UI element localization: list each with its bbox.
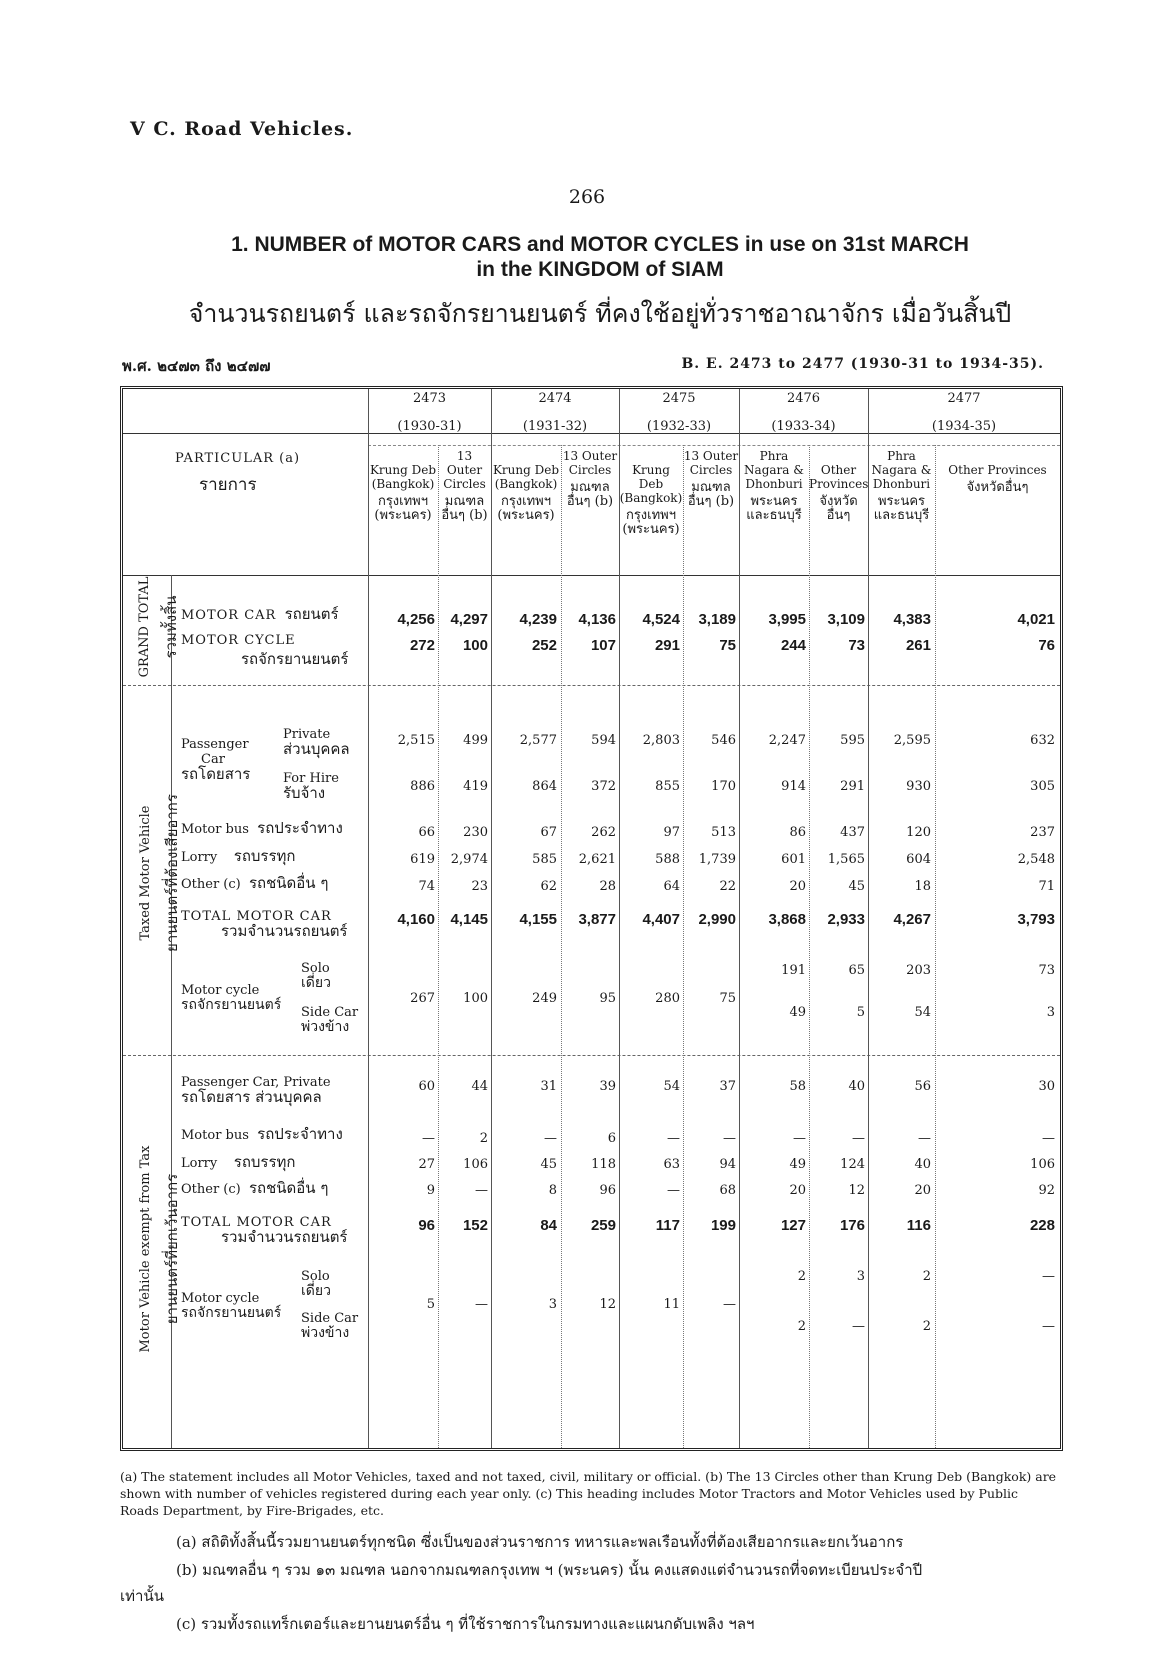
table-cell: 199 bbox=[710, 1217, 736, 1234]
table-cell: 118 bbox=[591, 1157, 616, 1172]
col-divider bbox=[809, 445, 810, 1448]
table-cell: 62 bbox=[540, 879, 557, 894]
side-label-grand-total-thai: รวมทั้งสิ้น bbox=[162, 595, 180, 659]
row-label-other: Other (c) รถชนิดอื่น ๆ bbox=[181, 874, 329, 892]
column-header: Krung Deb (Bangkok) กรุงเทพฯ (พระนคร) bbox=[619, 463, 683, 537]
table-cell: 2,595 bbox=[893, 733, 931, 748]
table-cell: 64 bbox=[663, 879, 680, 894]
table-cell: 66 bbox=[418, 825, 435, 840]
table-cell: 601 bbox=[781, 852, 806, 867]
row-label-for-hire: For Hire รับจ้าง bbox=[283, 771, 339, 802]
row-label-side-car-exempt: Side Car พ่วงข้าง bbox=[301, 1311, 359, 1341]
table-cell: 73 bbox=[1038, 963, 1055, 978]
table-cell: 3 bbox=[548, 1297, 557, 1312]
table-cell: 291 bbox=[654, 637, 680, 654]
table-cell: 203 bbox=[906, 963, 931, 978]
table-cell: 4,407 bbox=[642, 911, 680, 928]
header-bottom-line bbox=[123, 575, 1060, 576]
table-cell: 280 bbox=[655, 991, 680, 1006]
table-cell: 76 bbox=[1038, 637, 1055, 654]
table-cell: 106 bbox=[463, 1157, 488, 1172]
table-cell: 11 bbox=[663, 1297, 680, 1312]
table-cell: 588 bbox=[655, 852, 680, 867]
row-label-motor-bus: Motor bus รถประจำทาง bbox=[181, 819, 343, 837]
side-label-taxed-thai: ยานยนตร์ที่ต้องเสียอากร bbox=[163, 794, 181, 952]
table-cell: 632 bbox=[1030, 733, 1055, 748]
table-cell: 54 bbox=[914, 1005, 931, 1020]
row-label-motor-cycle-exempt: Motor cycle รถจักรยานยนตร์ bbox=[181, 1291, 282, 1321]
table-cell: 67 bbox=[540, 825, 557, 840]
row-label-private: Private ส่วนบุคคล bbox=[283, 727, 350, 758]
table-title-thai: จำนวนรถยนตร์ และรถจักรยานยนตร์ ที่คงใช้อยู่ทั่วราชอาณาจักร เมื่อวันสิ้นปี bbox=[188, 299, 1012, 328]
grand-total-bottom-line bbox=[123, 685, 1060, 686]
table-cell: 170 bbox=[711, 779, 736, 794]
table-cell: 237 bbox=[1030, 825, 1055, 840]
table-cell: 3,877 bbox=[578, 911, 616, 928]
column-header: Phra Nagara & Dhonburi พระนคร และธนบุรี bbox=[871, 449, 932, 523]
table-cell: 95 bbox=[599, 991, 616, 1006]
page-number: 266 bbox=[568, 186, 606, 208]
table-cell: 152 bbox=[462, 1217, 488, 1234]
table-cell: 4,256 bbox=[397, 611, 435, 628]
table-cell: 228 bbox=[1029, 1217, 1055, 1234]
table-cell: 68 bbox=[719, 1183, 736, 1198]
table-cell: 261 bbox=[905, 637, 931, 654]
column-header: Krung Deb (Bangkok) กรุงเทพฯ (พระนคร) bbox=[492, 463, 560, 523]
table-cell: 45 bbox=[540, 1157, 557, 1172]
side-label-exempt: Motor Vehicle exempt from Tax bbox=[138, 1145, 153, 1353]
table-cell: 372 bbox=[591, 779, 616, 794]
year-header: 2477 (1934-35) bbox=[931, 391, 997, 434]
table-cell: 6 bbox=[607, 1131, 616, 1146]
table-cell: 40 bbox=[848, 1079, 865, 1094]
table-cell: 12 bbox=[599, 1297, 616, 1312]
table-cell: 2,990 bbox=[698, 911, 736, 928]
column-header: Krung Deb (Bangkok) กรุงเทพฯ (พระนคร) bbox=[369, 463, 437, 523]
table-cell: 30 bbox=[1038, 1079, 1055, 1094]
table-cell: 63 bbox=[663, 1157, 680, 1172]
row-label-passenger-private: Passenger Car, Private รถโดยสาร ส่วนบุคคล bbox=[181, 1075, 331, 1106]
table-cell: 56 bbox=[914, 1079, 931, 1094]
table-cell: 37 bbox=[719, 1079, 736, 1094]
table-cell: 3,995 bbox=[768, 611, 806, 628]
table-cell: 3,868 bbox=[768, 911, 806, 928]
row-label-passenger-car: Passenger Car รถโดยสาร bbox=[181, 737, 251, 783]
column-header: 13 Outer Circles มณฑลอื่นๆ (b) bbox=[562, 449, 618, 509]
table-cell: 419 bbox=[463, 779, 488, 794]
side-label-taxed: Taxed Motor Vehicle bbox=[138, 805, 153, 941]
table-cell: 2 bbox=[479, 1131, 488, 1146]
table-cell: 267 bbox=[410, 991, 435, 1006]
column-header: Other Provinces จังหวัดอื่นๆ bbox=[948, 463, 1047, 495]
table-cell: 3 bbox=[856, 1269, 865, 1284]
table-cell: 65 bbox=[848, 963, 865, 978]
table-cell: 864 bbox=[532, 779, 557, 794]
table-cell: 930 bbox=[906, 779, 931, 794]
table-cell: 2 bbox=[797, 1269, 806, 1284]
row-label-total-motor-car-exempt: TOTAL MOTOR CAR รวมจำนวนรถยนตร์ bbox=[181, 1215, 348, 1246]
table-cell: 855 bbox=[655, 779, 680, 794]
statistics-table bbox=[120, 386, 1063, 1451]
row-label-side-car: Side Car พ่วงข้าง bbox=[301, 1005, 359, 1035]
table-cell: — bbox=[422, 1131, 435, 1146]
table-cell: — bbox=[918, 1131, 931, 1146]
table-cell: — bbox=[667, 1183, 680, 1198]
table-cell: 2 bbox=[922, 1269, 931, 1284]
table-cell: 60 bbox=[418, 1079, 435, 1094]
table-cell: 94 bbox=[719, 1157, 736, 1172]
table-cell: 176 bbox=[839, 1217, 865, 1234]
table-cell: 20 bbox=[789, 879, 806, 894]
table-cell: 116 bbox=[906, 1217, 931, 1234]
table-cell: 230 bbox=[463, 825, 488, 840]
section-heading: V C. Road Vehicles. bbox=[130, 118, 354, 140]
table-cell: 40 bbox=[914, 1157, 931, 1172]
side-label-exempt-thai: ยานยนตร์ที่ยกเว้นอากร bbox=[163, 1173, 181, 1325]
row-label-motor-car: MOTOR CAR รถยนตร์ bbox=[181, 605, 339, 623]
table-cell: — bbox=[1042, 1269, 1055, 1284]
table-cell: 71 bbox=[1038, 879, 1055, 894]
table-cell: 594 bbox=[591, 733, 616, 748]
table-cell: 4,155 bbox=[519, 911, 557, 928]
table-cell: 96 bbox=[599, 1183, 616, 1198]
years-english: B. E. 2473 to 2477 (1930-31 to 1934-35). bbox=[681, 356, 1044, 372]
column-header: 13 Outer Circles มณฑลอื่นๆ (b) bbox=[683, 449, 739, 509]
particular-header: PARTICULAR (a) รายการ bbox=[175, 451, 301, 495]
table-cell: 54 bbox=[663, 1079, 680, 1094]
footnote-a-thai: (a) สถิติทั้งสิ้นนี้รวมยานยนตร์ทุกชนิด ซึ่งเป็นของส่วนราชการ ทหารและพลเรือนทั้งที่ต้องเสียอากรและยกเว้นอากร bbox=[176, 1533, 904, 1551]
table-cell: 12 bbox=[848, 1183, 865, 1198]
year-underline bbox=[368, 445, 1060, 446]
footnote-english: (a) The statement includes all Motor Vehicles, taxed and not taxed, civil, military or official. (b) The 13 Circles other than Krung Deb (Bangkok) are shown with number of vehicles registered during each year only. (c) This heading includes Motor Tractors and Motor Vehicles used by Public Roads Department, by Fire-Brigades, etc. bbox=[120, 1469, 1057, 1518]
table-cell: 39 bbox=[599, 1079, 616, 1094]
table-cell: 100 bbox=[463, 991, 488, 1006]
table-cell: 22 bbox=[719, 879, 736, 894]
table-cell: 5 bbox=[856, 1005, 865, 1020]
table-cell: 585 bbox=[532, 852, 557, 867]
table-cell: 546 bbox=[711, 733, 736, 748]
table-cell: — bbox=[475, 1297, 488, 1312]
table-cell: 886 bbox=[410, 779, 435, 794]
table-cell: 595 bbox=[840, 733, 865, 748]
years-thai: พ.ศ. ๒๔๗๓ ถึง ๒๔๗๗ bbox=[122, 357, 271, 375]
table-cell: — bbox=[1042, 1131, 1055, 1146]
table-cell: 84 bbox=[540, 1217, 557, 1234]
table-cell: 9 bbox=[426, 1183, 435, 1198]
column-header: Other Provinces จังหวัดอื่นๆ bbox=[809, 463, 869, 523]
year-header: 2476 (1933-34) bbox=[771, 391, 836, 434]
table-cell: 4,524 bbox=[642, 611, 680, 628]
table-title bbox=[150, 232, 1050, 282]
year-header: 2475 (1932-33) bbox=[646, 391, 712, 434]
table-cell: 4,021 bbox=[1017, 611, 1055, 628]
table-cell: 23 bbox=[471, 879, 488, 894]
row-label-total-motor-car: TOTAL MOTOR CAR รวมจำนวนรถยนตร์ bbox=[181, 909, 348, 940]
row-label-motor-cycle-taxed: Motor cycle รถจักรยานยนตร์ bbox=[181, 983, 282, 1013]
table-cell: — bbox=[723, 1297, 736, 1312]
table-cell: 75 bbox=[719, 991, 736, 1006]
taxed-bottom-line bbox=[123, 1055, 1060, 1056]
table-cell: 437 bbox=[840, 825, 865, 840]
table-cell: 18 bbox=[914, 879, 931, 894]
table-cell: 2,577 bbox=[519, 733, 557, 748]
table-cell: 2,933 bbox=[827, 911, 865, 928]
table-cell: 73 bbox=[848, 637, 865, 654]
year-header: 2474 (1931-32) bbox=[522, 391, 588, 434]
column-header: 13 Outer Circles มณฑลอื่นๆ (b) bbox=[441, 449, 488, 523]
table-cell: 45 bbox=[848, 879, 865, 894]
table-cell: 58 bbox=[789, 1079, 806, 1094]
table-cell: — bbox=[852, 1319, 865, 1334]
table-cell: 20 bbox=[789, 1183, 806, 1198]
row-label-solo-exempt: Solo เดี่ยว bbox=[301, 1269, 331, 1299]
title-line-1: 1. NUMBER of MOTOR CARS and MOTOR CYCLES in use on 31st MARCH bbox=[231, 233, 969, 256]
table-cell: 2 bbox=[797, 1319, 806, 1334]
table-cell: — bbox=[852, 1131, 865, 1146]
table-cell: 244 bbox=[780, 637, 806, 654]
column-header: Phra Nagara & Dhonburi พระนคร และธนบุรี bbox=[744, 449, 804, 523]
table-cell: 2,515 bbox=[397, 733, 435, 748]
table-cell: 86 bbox=[789, 825, 806, 840]
table-cell: 513 bbox=[711, 825, 736, 840]
table-cell: — bbox=[667, 1131, 680, 1146]
table-cell: 127 bbox=[780, 1217, 806, 1234]
table-cell: 28 bbox=[599, 879, 616, 894]
table-cell: 107 bbox=[590, 637, 616, 654]
table-cell: 4,383 bbox=[893, 611, 931, 628]
row-label-motor-bus-exempt: Motor bus รถประจำทาง bbox=[181, 1125, 343, 1143]
table-cell: 4,267 bbox=[893, 911, 931, 928]
footnote-b-thai-cont: เท่านั้น bbox=[120, 1587, 164, 1605]
table-cell: — bbox=[793, 1131, 806, 1146]
table-cell: 3,189 bbox=[698, 611, 736, 628]
table-cell: 92 bbox=[1038, 1183, 1055, 1198]
table-cell: 4,136 bbox=[578, 611, 616, 628]
table-cell: — bbox=[544, 1131, 557, 1146]
table-cell: 4,239 bbox=[519, 611, 557, 628]
table-cell: 2 bbox=[922, 1319, 931, 1334]
col-divider bbox=[935, 445, 936, 1448]
table-cell: 2,621 bbox=[578, 852, 616, 867]
table-cell: 8 bbox=[548, 1183, 557, 1198]
row-label-solo: Solo เดี่ยว bbox=[301, 961, 331, 991]
table-cell: 2,548 bbox=[1017, 852, 1055, 867]
table-cell: 44 bbox=[471, 1079, 488, 1094]
table-cell: 2,803 bbox=[642, 733, 680, 748]
table-cell: 106 bbox=[1030, 1157, 1055, 1172]
table-cell: 604 bbox=[906, 852, 931, 867]
table-cell: 3,793 bbox=[1017, 911, 1055, 928]
year-header: 2473 (1930-31) bbox=[397, 391, 462, 434]
footnote-c-thai: (c) รวมทั้งรถแทร็กเตอร์และยานยนตร์อื่น ๆ ที่ใช้ราชการในกรมทางและแผนกดับเพลิง ฯลฯ bbox=[176, 1615, 755, 1633]
table-cell: — bbox=[475, 1183, 488, 1198]
table-cell: 2,247 bbox=[768, 733, 806, 748]
table-cell: 4,145 bbox=[450, 911, 488, 928]
table-cell: 5 bbox=[426, 1297, 435, 1312]
table-cell: 252 bbox=[531, 637, 557, 654]
row-label-lorry-exempt: Lorry รถบรรทุก bbox=[181, 1153, 296, 1171]
table-cell: 305 bbox=[1030, 779, 1055, 794]
table-cell: 259 bbox=[590, 1217, 616, 1234]
table-cell: 914 bbox=[781, 779, 806, 794]
table-cell: 4,160 bbox=[397, 911, 435, 928]
table-cell: 272 bbox=[409, 637, 435, 654]
table-cell: 291 bbox=[840, 779, 865, 794]
table-cell: 31 bbox=[540, 1079, 557, 1094]
side-label-grand-total: GRAND TOTAL bbox=[137, 576, 152, 678]
table-cell: 3 bbox=[1046, 1005, 1055, 1020]
row-label-motor-cycle: MOTOR CYCLE รถจักรยานยนตร์ bbox=[181, 633, 349, 668]
title-line-2: in the KINGDOM of SIAM bbox=[476, 258, 724, 281]
table-cell: — bbox=[723, 1131, 736, 1146]
table-cell: 96 bbox=[418, 1217, 435, 1234]
table-cell: 3,109 bbox=[827, 611, 865, 628]
table-cell: — bbox=[1042, 1319, 1055, 1334]
table-cell: 2,974 bbox=[450, 852, 488, 867]
row-label-lorry: Lorry รถบรรทุก bbox=[181, 847, 296, 865]
table-cell: 120 bbox=[906, 825, 931, 840]
footnote-b-thai: (b) มณฑลอื่น ๆ รวม ๑๓ มณฑล นอกจากมณฑลกรุงเทพ ฯ (พระนคร) นั้น คงแสดงแต่จำนวนรถที่จดทะเบียนประจำปี bbox=[176, 1561, 923, 1579]
table-cell: 117 bbox=[655, 1217, 680, 1234]
table-cell: 100 bbox=[462, 637, 488, 654]
table-cell: 619 bbox=[410, 852, 435, 867]
table-cell: 49 bbox=[789, 1005, 806, 1020]
table-cell: 20 bbox=[914, 1183, 931, 1198]
table-cell: 249 bbox=[532, 991, 557, 1006]
row-label-other-exempt: Other (c) รถชนิดอื่น ๆ bbox=[181, 1179, 329, 1197]
table-cell: 74 bbox=[418, 879, 435, 894]
table-cell: 499 bbox=[463, 733, 488, 748]
table-cell: 1,739 bbox=[698, 852, 736, 867]
table-cell: 124 bbox=[840, 1157, 865, 1172]
table-cell: 1,565 bbox=[827, 852, 865, 867]
table-cell: 75 bbox=[719, 637, 736, 654]
table-cell: 262 bbox=[591, 825, 616, 840]
table-cell: 49 bbox=[789, 1157, 806, 1172]
table-cell: 97 bbox=[663, 825, 680, 840]
table-cell: 27 bbox=[418, 1157, 435, 1172]
table-cell: 191 bbox=[781, 963, 806, 978]
table-cell: 4,297 bbox=[450, 611, 488, 628]
